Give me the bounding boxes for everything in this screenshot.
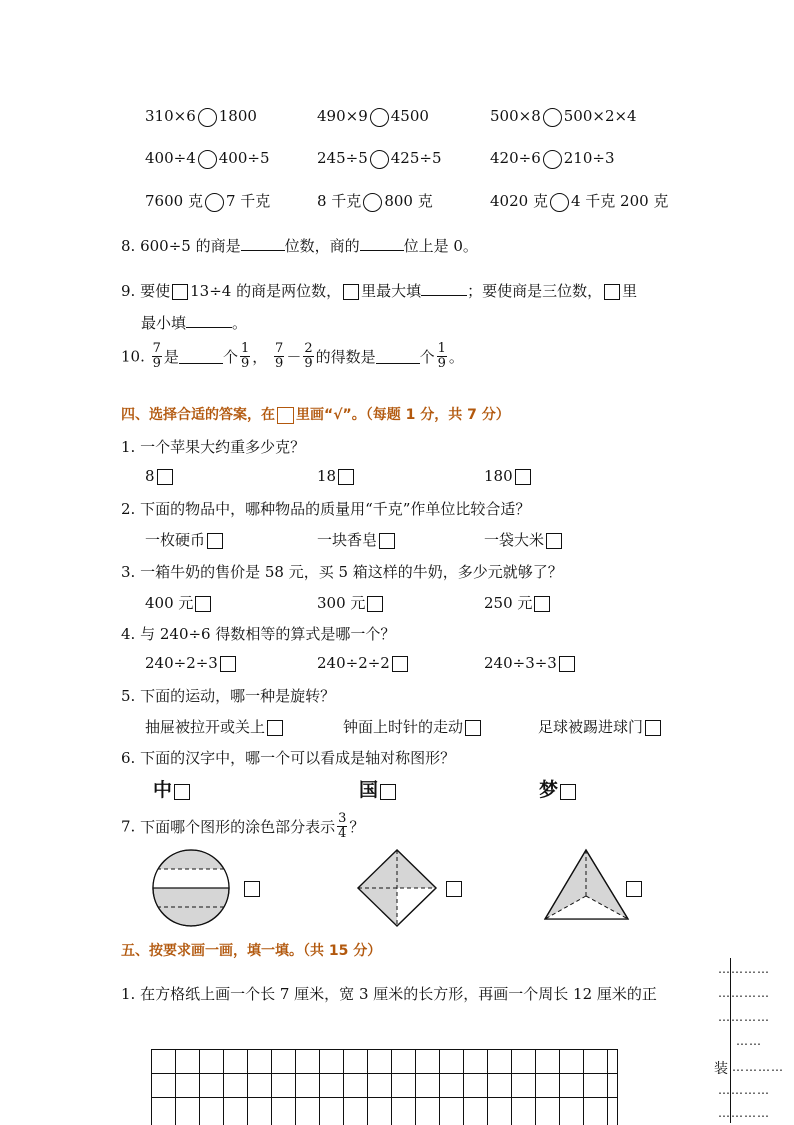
- mc-option: [484, 654, 577, 672]
- question-number: 9.: [121, 282, 136, 300]
- compare-item: [490, 107, 637, 127]
- question-number: 7.: [121, 817, 136, 836]
- option-checkbox[interactable]: [174, 784, 190, 800]
- denominator: 9: [437, 356, 446, 371]
- compare-right: 800 克: [384, 192, 433, 210]
- compare-item: [317, 107, 429, 127]
- mc-question-7: [121, 812, 364, 841]
- question-number: 5.: [121, 687, 136, 705]
- option-label: 240÷3÷3: [484, 654, 557, 672]
- question-text: 。: [232, 314, 248, 332]
- option-label: 240÷2÷2: [317, 654, 390, 672]
- option-label: 国: [359, 779, 379, 801]
- s5-question-1: [121, 983, 657, 1004]
- numerator: 3: [338, 811, 347, 826]
- compare-right: 4 千克 200 克: [570, 192, 669, 210]
- question-text: 是: [163, 348, 179, 366]
- option-label: 梦: [539, 779, 559, 801]
- option-checkbox[interactable]: [220, 656, 236, 672]
- option-checkbox[interactable]: [380, 784, 396, 800]
- mc-option: [145, 529, 225, 550]
- mc-question-5: [121, 685, 335, 706]
- compare-item: [145, 149, 270, 169]
- compare-item: [145, 190, 270, 212]
- denominator: 9: [240, 356, 250, 371]
- question-10: [121, 342, 464, 371]
- answer-blank[interactable]: [421, 281, 467, 296]
- compare-right: 210÷3: [563, 149, 615, 167]
- denominator: 4: [338, 826, 347, 841]
- option-label: 240÷2÷3: [145, 654, 218, 672]
- question-text: 的得数是: [315, 348, 376, 366]
- option-checkbox[interactable]: [465, 720, 481, 736]
- question-number: 4.: [121, 625, 136, 643]
- digit-box[interactable]: [604, 284, 620, 300]
- option-checkbox[interactable]: [560, 784, 576, 800]
- answer-circle[interactable]: [550, 193, 569, 212]
- question-text: 下面的汉字中，哪一个可以看成是轴对称图形？: [140, 749, 456, 767]
- option-checkbox[interactable]: [446, 881, 462, 897]
- option-label: 8: [145, 467, 155, 485]
- option-checkbox[interactable]: [157, 469, 173, 485]
- digit-box[interactable]: [343, 284, 359, 300]
- mc-option: [145, 716, 285, 737]
- question-number: 1.: [121, 438, 136, 456]
- compare-right: 1800: [218, 107, 257, 125]
- question-text: 600÷5 的商是: [140, 237, 241, 255]
- mc-question-4: [121, 623, 395, 644]
- question-8: [121, 235, 478, 256]
- compare-left: 8 千克: [317, 192, 362, 210]
- option-checkbox[interactable]: [207, 533, 223, 549]
- question-number: 3.: [121, 563, 136, 581]
- fraction: [152, 342, 162, 371]
- answer-circle[interactable]: [198, 108, 217, 127]
- option-checkbox[interactable]: [367, 596, 383, 612]
- option-checkbox[interactable]: [645, 720, 661, 736]
- question-text: 。: [448, 348, 464, 366]
- option-checkbox[interactable]: [626, 881, 642, 897]
- fraction: [240, 342, 250, 371]
- grid-paper[interactable]: [151, 1049, 619, 1125]
- option-label: 180: [484, 467, 513, 485]
- question-number: 10.: [121, 347, 145, 366]
- option-checkbox[interactable]: [195, 596, 211, 612]
- compare-item: [490, 190, 668, 212]
- digit-box[interactable]: [172, 284, 188, 300]
- compare-left: 4020 克: [490, 192, 548, 210]
- option-checkbox[interactable]: [338, 469, 354, 485]
- denominator: 9: [304, 356, 313, 371]
- question-text: 与 240÷6 得数相等的算式是哪一个？: [140, 625, 396, 643]
- question-9-continued: [141, 312, 247, 333]
- question-number: 6.: [121, 749, 136, 767]
- option-checkbox[interactable]: [244, 881, 260, 897]
- mc-option: [145, 467, 175, 485]
- option-label: 一枚硬币: [145, 531, 206, 549]
- section-4-heading: [121, 404, 510, 424]
- mc-option: [153, 775, 192, 802]
- numerator: 1: [240, 341, 250, 356]
- section-text: 四、选择合适的答案，在: [121, 407, 275, 423]
- question-number: 1.: [121, 985, 136, 1003]
- question-text: 最小填: [141, 314, 187, 332]
- compare-item: [317, 190, 433, 212]
- binding-char: 装: [714, 1061, 728, 1077]
- mc-option: [317, 467, 356, 485]
- option-checkbox[interactable]: [379, 533, 395, 549]
- answer-blank[interactable]: [179, 349, 223, 364]
- margin-dots: …………: [718, 1106, 770, 1120]
- answer-blank[interactable]: [186, 313, 232, 328]
- question-number: 2.: [121, 500, 136, 518]
- mc-question-1: [121, 436, 305, 457]
- option-checkbox[interactable]: [392, 656, 408, 672]
- mc-option: [539, 775, 578, 802]
- compare-right: 500×2×4: [563, 107, 637, 125]
- compare-right: 4500: [390, 107, 429, 125]
- option-label: 250 元: [484, 594, 533, 612]
- mc-option: [484, 467, 533, 485]
- question-text: ；要使商是三位数，: [467, 282, 603, 300]
- answer-blank[interactable]: [376, 349, 420, 364]
- answer-circle[interactable]: [363, 193, 382, 212]
- question-text: 个: [419, 348, 435, 366]
- denominator: 9: [152, 356, 161, 371]
- compare-right: 425÷5: [390, 149, 442, 167]
- numerator: 7: [152, 341, 161, 356]
- compare-item: [317, 149, 442, 169]
- mc-option: [538, 716, 663, 737]
- numerator: 2: [304, 341, 313, 356]
- compare-left: 310×6: [145, 107, 196, 125]
- minus-sign: －: [286, 348, 302, 366]
- option-label: 钟面上时针的走动: [343, 718, 464, 736]
- question-text: 下面的运动，哪一种是旋转？: [140, 687, 336, 705]
- margin-dots: ……: [736, 1034, 762, 1048]
- question-text: 一个苹果大约重多少克？: [140, 438, 306, 456]
- mc-option: [343, 716, 483, 737]
- question-text: 下面哪个图形的涂色部分表示: [140, 818, 336, 836]
- answer-circle[interactable]: [205, 193, 224, 212]
- fraction: [274, 342, 284, 371]
- option-checkbox[interactable]: [534, 596, 550, 612]
- answer-circle[interactable]: [543, 108, 562, 127]
- triangle-figure: [542, 848, 632, 922]
- mc-question-6: [121, 747, 455, 768]
- mc-option: [145, 592, 213, 613]
- compare-left: 500×8: [490, 107, 541, 125]
- compare-right: 400÷5: [218, 149, 270, 167]
- mc-question-2: [121, 498, 530, 519]
- question-text: ，: [252, 348, 268, 366]
- option-label: 中: [153, 779, 173, 801]
- checkbox-sample: [277, 407, 294, 424]
- option-checkbox[interactable]: [559, 656, 575, 672]
- question-text: 13÷4 的商是两位数，: [190, 282, 342, 300]
- answer-circle[interactable]: [370, 108, 389, 127]
- numerator: 7: [275, 341, 284, 356]
- mc-question-3: [121, 561, 563, 582]
- denominator: 9: [275, 356, 284, 371]
- compare-left: 400÷4: [145, 149, 196, 167]
- question-text: 要使: [140, 282, 171, 300]
- circle-figure: [150, 848, 234, 930]
- mc-option: [145, 654, 238, 672]
- mc-option: [317, 529, 397, 550]
- option-checkbox[interactable]: [546, 533, 562, 549]
- question-text: ？: [349, 818, 365, 836]
- margin-dots: …………: [718, 986, 770, 1000]
- question-9: [121, 280, 637, 301]
- question-text: 里最大填: [361, 282, 422, 300]
- question-text: 里: [622, 282, 638, 300]
- compare-right: 7 千克: [225, 192, 271, 210]
- question-text: 一箱牛奶的售价是 58 元，买 5 箱这样的牛奶，多少元就够了？: [140, 563, 563, 581]
- option-label: 足球被踢进球门: [538, 718, 644, 736]
- option-label: 300 元: [317, 594, 366, 612]
- answer-blank[interactable]: [241, 236, 285, 251]
- option-label: 一袋大米: [484, 531, 545, 549]
- margin-dots: …………: [718, 1083, 770, 1097]
- question-text: 位上是 0。: [403, 237, 478, 255]
- question-text: 位数，商的: [284, 237, 360, 255]
- mc-option: [317, 592, 385, 613]
- compare-left: 245÷5: [317, 149, 368, 167]
- compare-left: 490×9: [317, 107, 368, 125]
- numerator: 1: [437, 341, 446, 356]
- margin-dots: …………: [718, 962, 770, 976]
- diamond-figure: [356, 848, 438, 928]
- margin-dots: …………: [718, 1010, 770, 1024]
- mc-option: [484, 592, 552, 613]
- option-label: 一块香皂: [317, 531, 378, 549]
- compare-item: [145, 107, 257, 127]
- mc-option: [359, 775, 398, 802]
- answer-circle[interactable]: [543, 150, 562, 169]
- section-text: 里画“√”。（每题 1 分，共 7 分）: [296, 407, 510, 423]
- question-text: 下面的物品中，哪种物品的质量用“千克”作单位比较合适？: [140, 500, 531, 518]
- fraction: [437, 342, 447, 371]
- option-checkbox[interactable]: [515, 469, 531, 485]
- question-number: 8.: [121, 237, 136, 255]
- compare-left: 420÷6: [490, 149, 541, 167]
- fraction: [337, 812, 347, 841]
- answer-blank[interactable]: [360, 236, 404, 251]
- compare-item: [490, 149, 615, 169]
- option-label: 18: [317, 467, 337, 485]
- mc-option: [484, 529, 564, 550]
- option-label: 400 元: [145, 594, 194, 612]
- mc-option: [317, 654, 410, 672]
- section-5-heading: 五、按要求画一画，填一填。（共 15 分）: [121, 943, 382, 959]
- binding-line: [730, 958, 731, 1123]
- question-text: 个: [222, 348, 238, 366]
- compare-left: 7600 克: [145, 192, 203, 210]
- answer-circle[interactable]: [198, 150, 217, 169]
- option-label: 抽屉被拉开或关上: [145, 718, 266, 736]
- margin-dots: …………: [732, 1060, 784, 1074]
- option-checkbox[interactable]: [267, 720, 283, 736]
- fraction: [303, 342, 313, 371]
- question-text: 在方格纸上画一个长 7 厘米，宽 3 厘米的长方形，再画一个周长 12 厘米的正: [140, 985, 657, 1003]
- answer-circle[interactable]: [370, 150, 389, 169]
